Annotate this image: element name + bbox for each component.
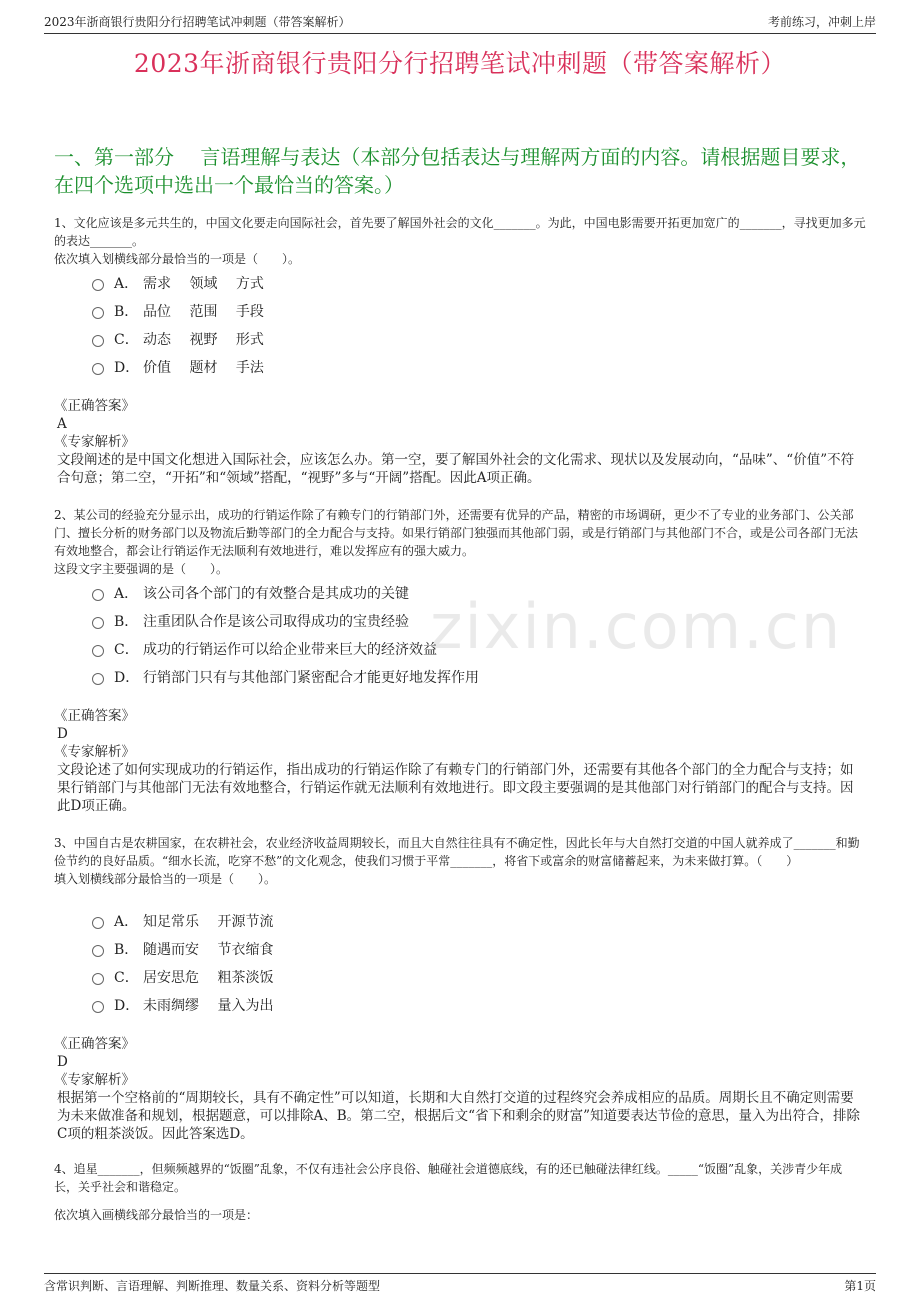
question-4 xyxy=(54,1160,866,1224)
header-slogan: 考前练习，冲刺上岸 xyxy=(767,15,876,29)
analysis-text: 根据第一个空格前的“周期较长，具有不确定性”可以知道，长期和大自然打交道的过程终究会养成相应的品质。周期长且不确定则需要为未来做准备和规划，根据题意，可以排除A、B。第二空，根据后文“省下和剩余的财富”知道要表达节俭的意思，量入为出符合，排除C项的粗茶淡饭。因此答案选D。 xyxy=(57,1090,860,1142)
analysis-label: 《专家解析》 xyxy=(54,1072,135,1088)
analysis-text: 文段阐述的是中国文化想进入国际社会，应该怎么办。第一空，要了解国外社会的文化需求、现状以及发展动向，“品味”、“价值”不符合句意；第二空，“开拓”和“领域”搭配，“视野”多与“开阔”搭配。因此A项正确。 xyxy=(57,452,855,486)
page-footer xyxy=(44,1273,876,1294)
question-prompt: 填入划横线部分最恰当的一项是（ ）。 xyxy=(54,872,277,886)
radio-icon[interactable] xyxy=(92,1001,104,1013)
question-prompt: 依次填入画横线部分最恰当的一项是： xyxy=(54,1208,259,1222)
question-stem: 3、中国自古是农耕国家，在农耕社会，农业经济收益周期较长，而且大自然往往具有不确定性，因此长年与大自然打交道的中国人就养成了_______和勤俭节约的良好品质。“细水长流，吃穿不愁”的文化观念，使我们习惯于平常_______，将省下或富余的财富储蓄起来，为未来做打算。（ ） xyxy=(54,836,860,868)
question-3-answer-block xyxy=(54,1035,866,1143)
radio-icon[interactable] xyxy=(92,589,104,601)
radio-icon[interactable] xyxy=(92,335,104,347)
radio-icon[interactable] xyxy=(92,307,104,319)
radio-icon[interactable] xyxy=(92,673,104,685)
radio-icon[interactable] xyxy=(92,973,104,985)
analysis-label: 《专家解析》 xyxy=(54,744,135,760)
document-title: 2023年浙商银行贵阳分行招聘笔试冲刺题（带答案解析） xyxy=(133,49,787,78)
radio-icon[interactable] xyxy=(92,279,104,291)
answer-value: A xyxy=(57,416,67,432)
answer-label: 《正确答案》 xyxy=(54,1036,135,1052)
question-prompt: 这段文字主要强调的是（ ）。 xyxy=(54,562,229,576)
page-header xyxy=(44,11,876,34)
section-heading: 一、第一部分 言语理解与表达（本部分包括表达与理解两方面的内容。请根据题目要求，在四个选项中选出一个最恰当的答案。） xyxy=(54,145,861,197)
page-number: 第1页 xyxy=(844,1279,876,1293)
question-stem: 4、追星_______，但频频越界的“饭圈”乱象，不仅有违社会公序良俗、触碰社会道德底线，有的还已触碰法律红线。_____“饭圈”乱象，关涉青少年成长，关乎社会和谐稳定。 xyxy=(54,1162,843,1194)
radio-icon[interactable] xyxy=(92,645,104,657)
question-prompt: 依次填入划横线部分最恰当的一项是（ ）。 xyxy=(54,252,301,266)
answer-label: 《正确答案》 xyxy=(54,398,135,414)
question-1-answer-block xyxy=(54,397,866,487)
question-2 xyxy=(54,506,866,578)
radio-icon[interactable] xyxy=(92,617,104,629)
watermark: zixin.com.cn xyxy=(430,590,843,663)
question-stem: 2、某公司的经验充分显示出，成功的行销运作除了有赖专门的行销部门外，还需要有优异的产品，精密的市场调研，更少不了专业的业务部门、公关部门、擅长分析的财务部门以及物流后勤等部门的全力配合与支持。如果行销部门独强而其他部门弱，或是行销部门与其他部门不合，或是公司各部门无法有效地整合，都会让行销运作无法顺利有效地进行，难以发挥应有的强大威力。 xyxy=(54,508,859,558)
analysis-label: 《专家解析》 xyxy=(54,434,135,450)
question-3 xyxy=(54,834,866,888)
radio-icon[interactable] xyxy=(92,917,104,929)
header-doc-title: 2023年浙商银行贵阳分行招聘笔试冲刺题（带答案解析） xyxy=(44,15,351,29)
question-2-answer-block xyxy=(54,707,866,815)
radio-icon[interactable] xyxy=(92,363,104,375)
radio-icon[interactable] xyxy=(92,945,104,957)
question-stem: 1、文化应该是多元共生的，中国文化要走向国际社会，首先要了解国外社会的文化_______。为此，中国电影需要开拓更加宽广的_______，寻找更加多元的表达_______。 xyxy=(54,216,866,248)
analysis-text: 文段论述了如何实现成功的行销运作，指出成功的行销运作除了有赖专门的行销部门外，还需要有其他各个部门的全力配合与支持；如果行销部门与其他部门无法有效地整合，行销运作就无法顺利有效地进行。即文段主要强调的是其他部门对行销部门的配合与支持。因此D项正确。 xyxy=(57,762,854,814)
footer-topics: 含常识判断、言语理解、判断推理、数量关系、资料分析等题型 xyxy=(44,1279,381,1293)
answer-label: 《正确答案》 xyxy=(54,708,135,724)
question-1 xyxy=(54,214,866,268)
answer-value: D xyxy=(57,726,68,742)
answer-value: D xyxy=(57,1054,68,1070)
